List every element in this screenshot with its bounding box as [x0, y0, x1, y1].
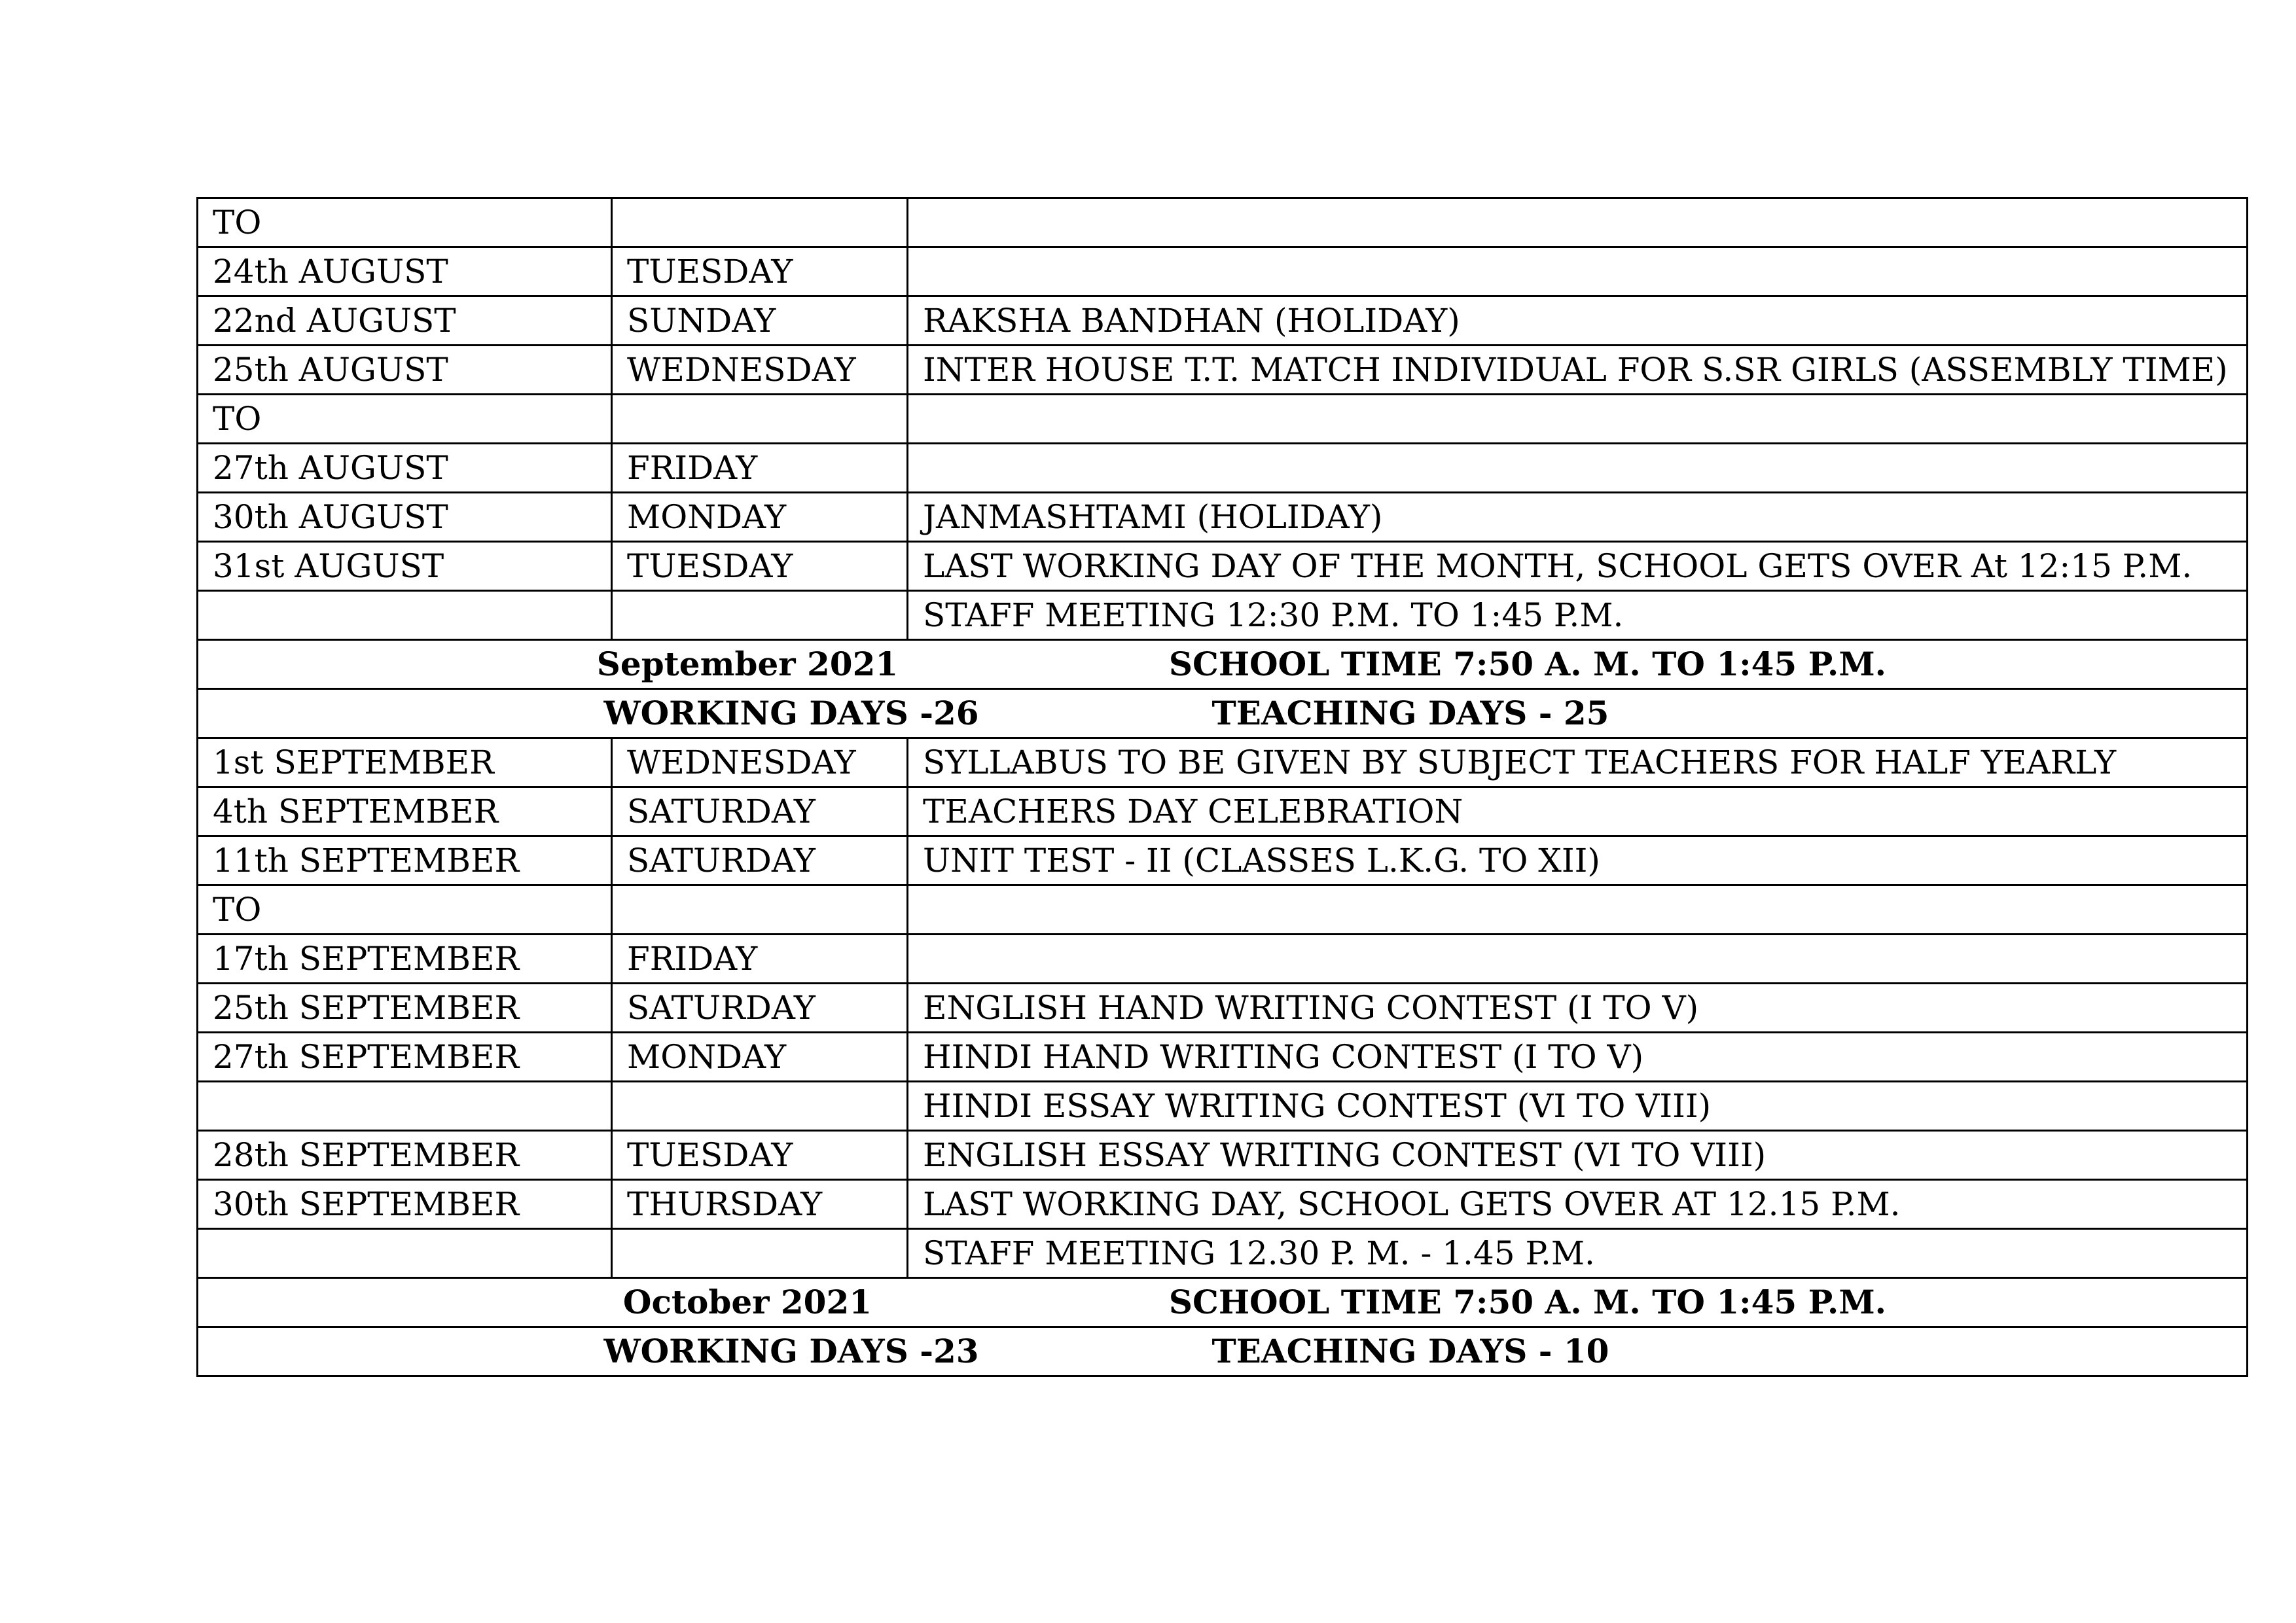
date-cell: 11th SEPTEMBER	[198, 836, 612, 885]
month-summary-row	[198, 1327, 2248, 1376]
date-cell: TO	[198, 198, 612, 247]
calendar-row	[198, 247, 2248, 296]
calendar-row	[198, 198, 2248, 247]
date-cell	[198, 1229, 612, 1278]
event-cell: UNIT TEST - II (CLASSES L.K.G. TO XII)	[908, 836, 2248, 885]
day-cell: FRIDAY	[612, 935, 908, 984]
event-cell: LAST WORKING DAY, SCHOOL GETS OVER AT 12.15 P.M.	[908, 1180, 2248, 1229]
event-cell: LAST WORKING DAY OF THE MONTH, SCHOOL GETS OVER At 12:15 P.M.	[908, 542, 2248, 591]
calendar-row	[198, 885, 2248, 935]
event-cell	[908, 885, 2248, 935]
date-cell: 27th SEPTEMBER	[198, 1033, 612, 1082]
event-cell	[908, 444, 2248, 493]
month-summary-row	[198, 689, 2248, 738]
calendar-row	[198, 1082, 2248, 1131]
day-cell: SATURDAY	[612, 984, 908, 1033]
day-cell: MONDAY	[612, 1033, 908, 1082]
calendar-row	[198, 1033, 2248, 1082]
event-cell	[908, 395, 2248, 444]
month-summary-cell	[198, 1278, 2248, 1327]
date-cell: TO	[198, 395, 612, 444]
date-cell: 25th SEPTEMBER	[198, 984, 612, 1033]
event-cell: JANMASHTAMI (HOLIDAY)	[908, 493, 2248, 542]
calendar-row	[198, 346, 2248, 395]
event-cell	[908, 935, 2248, 984]
date-cell: 17th SEPTEMBER	[198, 935, 612, 984]
month-title: October 2021	[622, 1283, 872, 1321]
day-cell	[612, 395, 908, 444]
event-cell: HINDI ESSAY WRITING CONTEST (VI TO VIII)	[908, 1082, 2248, 1131]
calendar-row	[198, 395, 2248, 444]
month-summary-cell	[198, 689, 2248, 738]
day-cell: TUESDAY	[612, 1131, 908, 1180]
day-cell: WEDNESDAY	[612, 346, 908, 395]
date-cell	[198, 591, 612, 640]
calendar-row	[198, 296, 2248, 346]
calendar-row	[198, 542, 2248, 591]
date-cell: 31st AUGUST	[198, 542, 612, 591]
day-cell	[612, 885, 908, 935]
date-cell: 24th AUGUST	[198, 247, 612, 296]
date-cell: 30th AUGUST	[198, 493, 612, 542]
day-cell: WEDNESDAY	[612, 738, 908, 787]
calendar-row	[198, 591, 2248, 640]
calendar-row	[198, 984, 2248, 1033]
calendar-row	[198, 738, 2248, 787]
day-cell	[612, 198, 908, 247]
calendar-row	[198, 1180, 2248, 1229]
date-cell: 4th SEPTEMBER	[198, 787, 612, 836]
date-cell: 28th SEPTEMBER	[198, 1131, 612, 1180]
day-cell: TUESDAY	[612, 247, 908, 296]
calendar-body	[198, 198, 2248, 1376]
day-cell: FRIDAY	[612, 444, 908, 493]
working-days-label: WORKING DAYS -26	[603, 694, 979, 732]
calendar-row	[198, 493, 2248, 542]
month-summary-cell	[198, 640, 2248, 689]
event-cell: SYLLABUS TO BE GIVEN BY SUBJECT TEACHERS FOR HALF YEARLY	[908, 738, 2248, 787]
date-cell: 1st SEPTEMBER	[198, 738, 612, 787]
event-cell: STAFF MEETING 12:30 P.M. TO 1:45 P.M.	[908, 591, 2248, 640]
month-title: September 2021	[596, 645, 899, 683]
month-summary-row	[198, 1278, 2248, 1327]
date-cell: 27th AUGUST	[198, 444, 612, 493]
event-cell: HINDI HAND WRITING CONTEST (I TO V)	[908, 1033, 2248, 1082]
day-cell	[612, 591, 908, 640]
month-summary-row	[198, 640, 2248, 689]
day-cell: MONDAY	[612, 493, 908, 542]
month-summary-cell	[198, 1327, 2248, 1376]
day-cell: SATURDAY	[612, 836, 908, 885]
event-cell	[908, 198, 2248, 247]
school-time-label: SCHOOL TIME 7:50 A. M. TO 1:45 P.M.	[1168, 1283, 1887, 1321]
working-days-label: WORKING DAYS -23	[603, 1332, 979, 1370]
event-cell: ENGLISH HAND WRITING CONTEST (I TO V)	[908, 984, 2248, 1033]
date-cell: 25th AUGUST	[198, 346, 612, 395]
event-cell: TEACHERS DAY CELEBRATION	[908, 787, 2248, 836]
event-cell: STAFF MEETING 12.30 P. M. - 1.45 P.M.	[908, 1229, 2248, 1278]
school-time-label: SCHOOL TIME 7:50 A. M. TO 1:45 P.M.	[1168, 645, 1887, 683]
day-cell	[612, 1229, 908, 1278]
day-cell: SUNDAY	[612, 296, 908, 346]
event-cell: INTER HOUSE T.T. MATCH INDIVIDUAL FOR S.SR GIRLS (ASSEMBLY TIME)	[908, 346, 2248, 395]
calendar-row	[198, 444, 2248, 493]
date-cell: 30th SEPTEMBER	[198, 1180, 612, 1229]
day-cell	[612, 1082, 908, 1131]
event-cell	[908, 247, 2248, 296]
teaching-days-label: TEACHING DAYS - 25	[1211, 694, 1609, 732]
date-cell: 22nd AUGUST	[198, 296, 612, 346]
day-cell: THURSDAY	[612, 1180, 908, 1229]
calendar-row	[198, 935, 2248, 984]
calendar-row	[198, 1229, 2248, 1278]
calendar-row	[198, 1131, 2248, 1180]
day-cell: SATURDAY	[612, 787, 908, 836]
school-calendar-table	[196, 197, 2248, 1377]
event-cell: ENGLISH ESSAY WRITING CONTEST (VI TO VIII)	[908, 1131, 2248, 1180]
event-cell: RAKSHA BANDHAN (HOLIDAY)	[908, 296, 2248, 346]
calendar-row	[198, 787, 2248, 836]
date-cell	[198, 1082, 612, 1131]
calendar-row	[198, 836, 2248, 885]
date-cell: TO	[198, 885, 612, 935]
day-cell: TUESDAY	[612, 542, 908, 591]
teaching-days-label: TEACHING DAYS - 10	[1211, 1332, 1609, 1370]
